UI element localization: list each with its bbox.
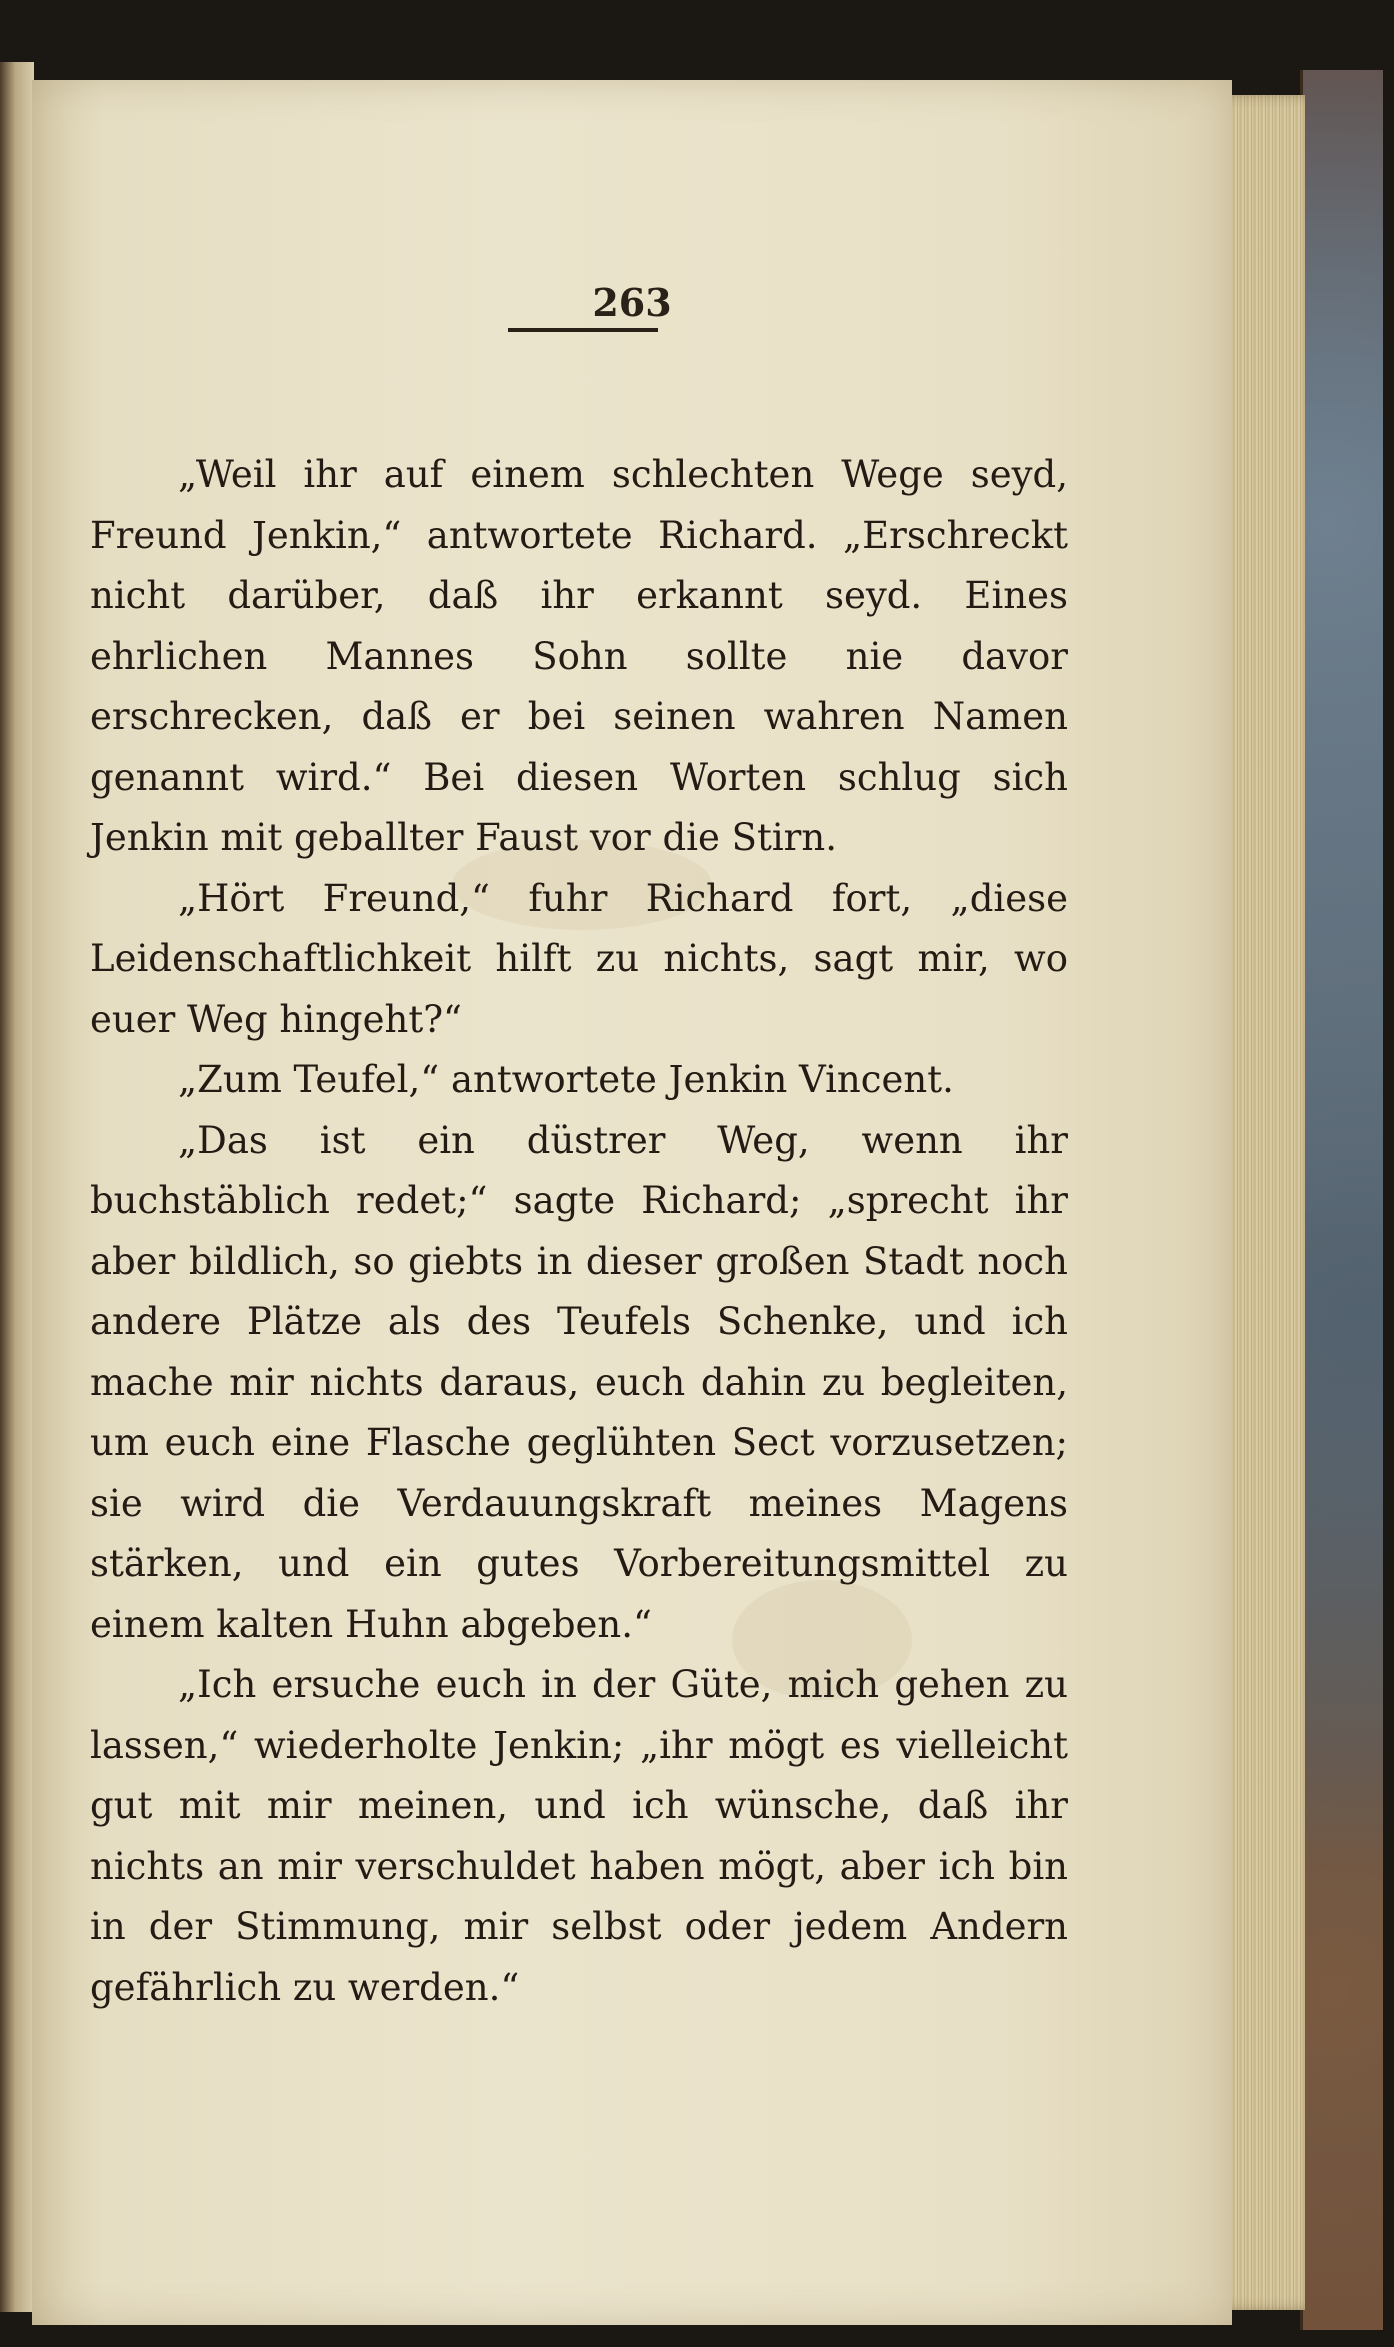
book-page xyxy=(32,80,1232,2325)
paragraph: „Hört Freund,“ fuhr Richard fort, „diese Leidenschaftlichkeit hilft zu nichts, sagt mir, wo euer Weg hingeht?“ xyxy=(90,876,1068,1041)
marbled-cover-board xyxy=(1300,70,1383,2330)
page-number: 263 xyxy=(592,280,672,325)
paragraph: „Zum Teufel,“ antwortete Jenkin Vincent. xyxy=(178,1058,954,1101)
paragraph: „Ich ersuche euch in der Güte, mich gehen zu lassen,“ wiederholte Jenkin; „ihr mögt es vielleicht gut mit mir meinen, und ich wünsche, daß ihr nichts an mir verschuldet haben mögt, aber ich bin in der Stimmung, mir selbst oder jedem Andern gefährlich zu werden.“ xyxy=(90,1663,1068,2009)
body-text xyxy=(90,445,1068,2018)
page-number-rule xyxy=(508,328,658,332)
paragraph: „Das ist ein düstrer Weg, wenn ihr buchstäblich redet;“ sagte Richard; „sprecht ihr aber bildlich, so giebts in dieser großen Stadt noch andere Plätze als des Teufels Schenke, und ich mache mir nichts daraus, euch dahin zu begleiten, um euch eine Flasche geglühten Sect vorzusetzen; sie wird die Verdauungskraft meines Magens stärken, und ein gutes Vorbereitungsmittel zu einem kalten Huhn abgeben.“ xyxy=(90,1118,1068,1646)
paragraph: „Weil ihr auf einem schlechten Wege seyd, Freund Jenkin,“ antwortete Richard. „Erschreckt nicht darüber, daß ihr erkannt seyd. Eines ehrlichen Mannes Sohn sollte nie davor erschrecken, daß er bei seinen wahren Namen genannt wird.“ Bei diesen Worten schlug sich Jenkin mit geballter Faust vor die Stirn. xyxy=(90,453,1068,859)
previous-page-edge xyxy=(0,62,34,2312)
